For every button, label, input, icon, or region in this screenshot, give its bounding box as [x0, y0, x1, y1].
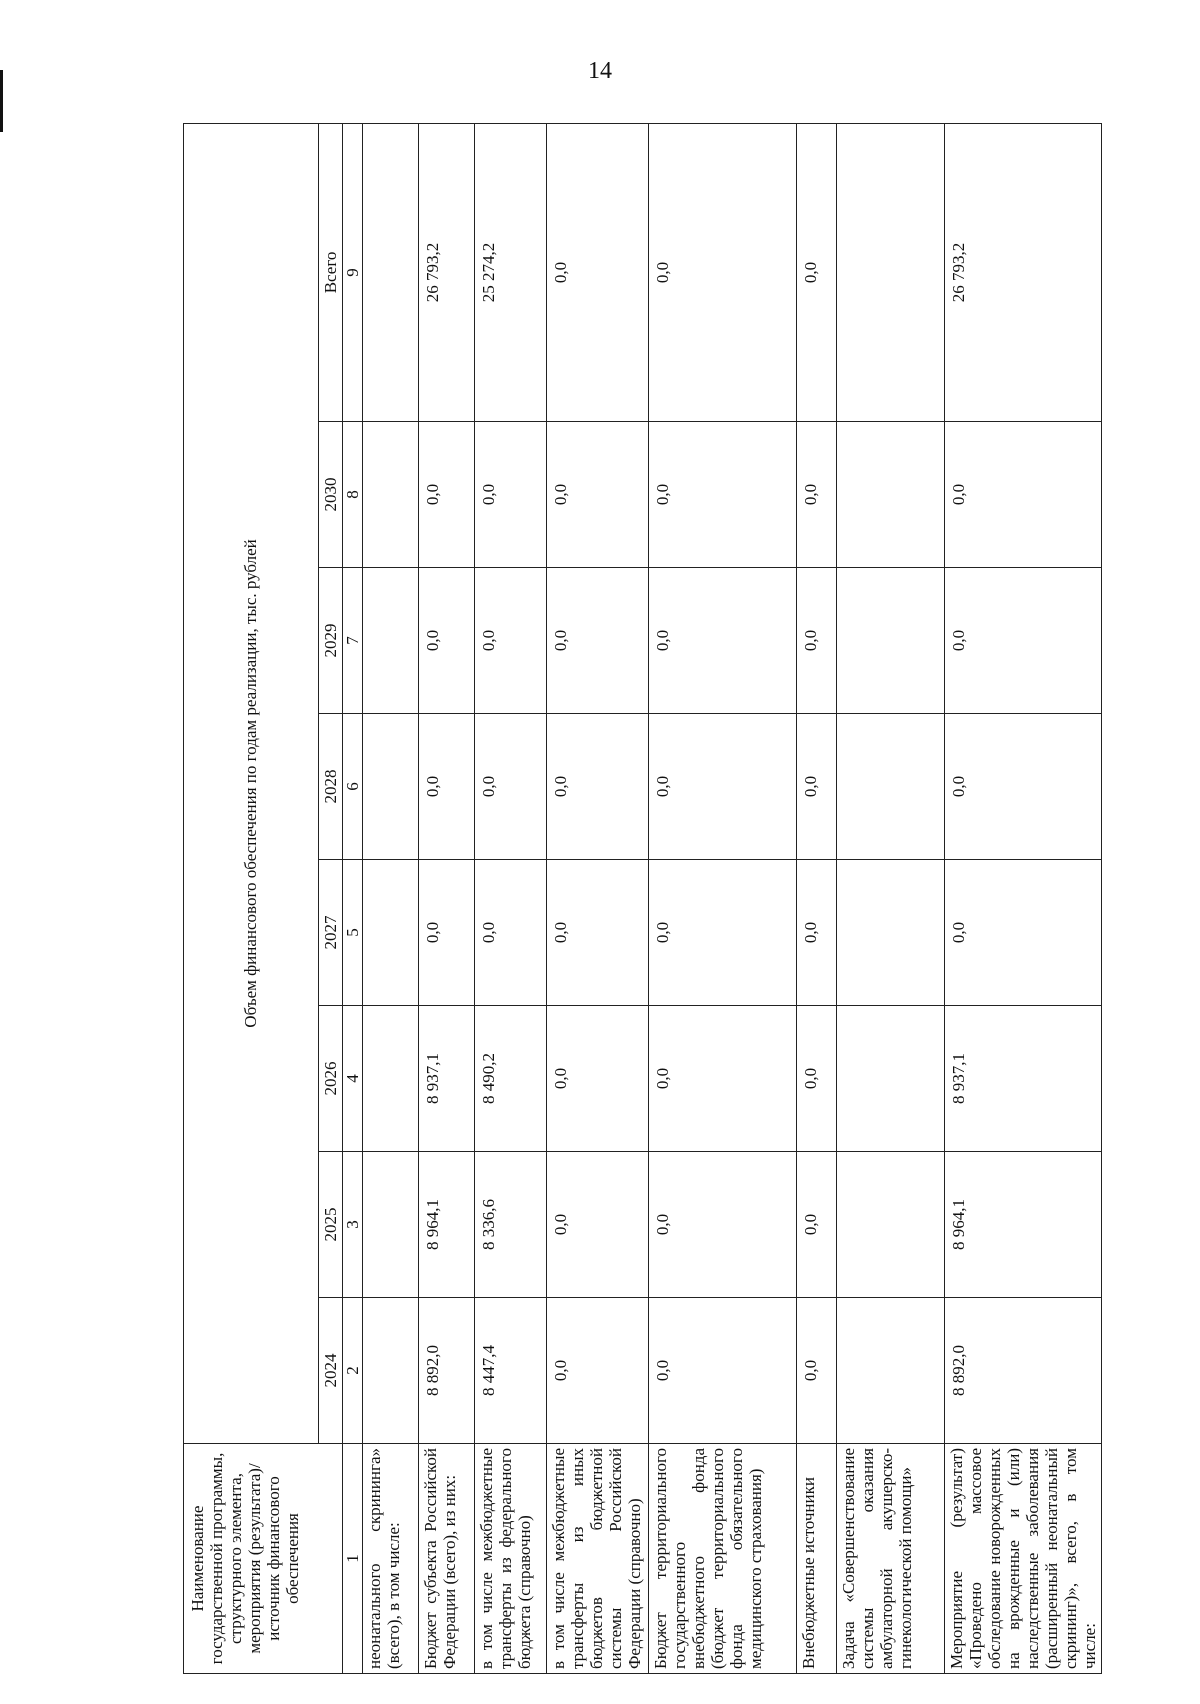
year-value-cell — [363, 860, 419, 1006]
header-volume-cell: Объем финансового обеспечения по годам реализации, тыс. рублей — [184, 123, 319, 1443]
year-value-cell — [363, 568, 419, 714]
year-value-cell: 0,0 — [649, 714, 797, 860]
year-value-cell: 0,0 — [547, 1298, 649, 1444]
year-value-cell: 0,0 — [797, 568, 837, 714]
row-label: Внебюджетные источники — [797, 1444, 837, 1674]
total-value-cell: 0,0 — [797, 123, 837, 421]
table-body — [363, 123, 1102, 1673]
row-label: в том числе межбюджетные трансферты из федерального бюджета (справочно) — [475, 1444, 547, 1674]
total-value-cell: 26 793,2 — [419, 123, 475, 421]
year-value-cell: 8 336,6 — [475, 1152, 547, 1298]
year-value-cell: 8 490,2 — [475, 1006, 547, 1152]
total-value-cell — [837, 123, 945, 421]
column-number: 1 — [343, 1444, 363, 1674]
year-value-cell: 0,0 — [797, 1298, 837, 1444]
column-number: 8 — [343, 422, 363, 568]
column-number: 9 — [343, 123, 363, 421]
year-value-cell — [363, 714, 419, 860]
year-value-cell: 0,0 — [419, 568, 475, 714]
row-label: Задача «Совершенствование системы оказания амбулаторной акушерско-гинекологической помощи» — [837, 1444, 945, 1674]
year-value-cell: 0,0 — [945, 714, 1102, 860]
year-value-cell: 0,0 — [649, 860, 797, 1006]
table-row — [797, 123, 837, 1673]
year-value-cell — [837, 1298, 945, 1444]
year-value-cell: 0,0 — [797, 422, 837, 568]
year-value-cell: 8 937,1 — [419, 1006, 475, 1152]
year-value-cell: 8 964,1 — [945, 1152, 1102, 1298]
year-value-cell: 0,0 — [797, 714, 837, 860]
table-row — [363, 123, 419, 1673]
year-header: 2024 — [319, 1298, 343, 1444]
year-value-cell: 0,0 — [475, 568, 547, 714]
year-value-cell: 0,0 — [475, 422, 547, 568]
year-value-cell: 8 937,1 — [945, 1006, 1102, 1152]
row-label: неонатального скрининга» (всего), в том числе: — [363, 1444, 419, 1674]
total-value-cell: 25 274,2 — [475, 123, 547, 421]
year-value-cell: 0,0 — [547, 1006, 649, 1152]
year-value-cell — [837, 1152, 945, 1298]
scan-edge-mark — [0, 70, 3, 132]
year-value-cell — [363, 1298, 419, 1444]
year-header: 2025 — [319, 1152, 343, 1298]
year-value-cell — [363, 1006, 419, 1152]
column-number: 4 — [343, 1006, 363, 1152]
year-value-cell: 0,0 — [797, 1152, 837, 1298]
year-header: 2028 — [319, 714, 343, 860]
financing-table — [183, 123, 1102, 1674]
year-value-cell: 0,0 — [649, 1298, 797, 1444]
year-value-cell: 0,0 — [419, 860, 475, 1006]
year-value-cell: 0,0 — [649, 422, 797, 568]
table-row — [945, 123, 1102, 1673]
year-value-cell — [363, 422, 419, 568]
year-value-cell: 0,0 — [945, 422, 1102, 568]
row-label: Бюджет территориального государственного внебюджетного фонда (бюджет территориального фонда обязательного медицинского страхования) — [649, 1444, 797, 1674]
column-number: 6 — [343, 714, 363, 860]
table-row — [419, 123, 475, 1673]
year-header: 2030 — [319, 422, 343, 568]
year-value-cell: 8 892,0 — [945, 1298, 1102, 1444]
year-value-cell: 0,0 — [475, 714, 547, 860]
year-value-cell: 0,0 — [475, 860, 547, 1006]
year-value-cell — [837, 1006, 945, 1152]
page-number: 14 — [588, 58, 612, 84]
year-value-cell — [837, 422, 945, 568]
year-value-cell: 0,0 — [797, 860, 837, 1006]
row-label: в том числе межбюджетные трансферты из иных бюджетов бюджетной системы Российской Федерации (справочно) — [547, 1444, 649, 1674]
year-value-cell: 0,0 — [797, 1006, 837, 1152]
year-value-cell — [837, 568, 945, 714]
year-value-cell: 0,0 — [547, 860, 649, 1006]
total-value-cell — [363, 123, 419, 421]
table-row — [649, 123, 797, 1673]
table-row — [475, 123, 547, 1673]
year-value-cell: 0,0 — [649, 1006, 797, 1152]
year-header: 2027 — [319, 860, 343, 1006]
year-value-cell: 0,0 — [649, 1152, 797, 1298]
year-value-cell — [837, 714, 945, 860]
total-value-cell: 0,0 — [547, 123, 649, 421]
header-row-1 — [184, 123, 319, 1673]
year-header: 2026 — [319, 1006, 343, 1152]
landscape-page — [183, 124, 1183, 1674]
year-value-cell: 8 447,4 — [475, 1298, 547, 1444]
year-value-cell — [837, 860, 945, 1006]
year-header: 2029 — [319, 568, 343, 714]
year-value-cell — [363, 1152, 419, 1298]
table-row — [547, 123, 649, 1673]
row-label: Мероприятие (результат) «Проведено массовое обследование новорожденных на врожденные и (или) наследственные заболевания (расширенный неонатальный скрининг)», всего, в том числе: — [945, 1444, 1102, 1674]
year-value-cell: 0,0 — [419, 422, 475, 568]
total-value-cell: 0,0 — [649, 123, 797, 421]
table-row — [837, 123, 945, 1673]
year-value-cell: 8 892,0 — [419, 1298, 475, 1444]
year-value-cell: 0,0 — [547, 422, 649, 568]
column-number: 3 — [343, 1152, 363, 1298]
header-row-column-numbers — [343, 123, 363, 1673]
year-value-cell: 0,0 — [547, 714, 649, 860]
total-header: Всего — [319, 123, 343, 421]
header-row-years — [319, 123, 343, 1673]
year-value-cell: 0,0 — [649, 568, 797, 714]
year-value-cell: 0,0 — [419, 714, 475, 860]
column-number: 7 — [343, 568, 363, 714]
total-value-cell: 26 793,2 — [945, 123, 1102, 421]
column-number: 5 — [343, 860, 363, 1006]
column-number: 2 — [343, 1298, 363, 1444]
year-value-cell: 0,0 — [945, 860, 1102, 1006]
year-value-cell: 0,0 — [547, 1152, 649, 1298]
row-label: Бюджет субъекта Российской Федерации (всего), из них: — [419, 1444, 475, 1674]
year-value-cell: 0,0 — [547, 568, 649, 714]
header-name-cell: Наименование государственной программы, структурного элемента, мероприятия (результата)/источник финансового обеспечения — [184, 1444, 343, 1674]
year-value-cell: 0,0 — [945, 568, 1102, 714]
year-value-cell: 8 964,1 — [419, 1152, 475, 1298]
rotated-table-container — [183, 124, 1183, 1674]
